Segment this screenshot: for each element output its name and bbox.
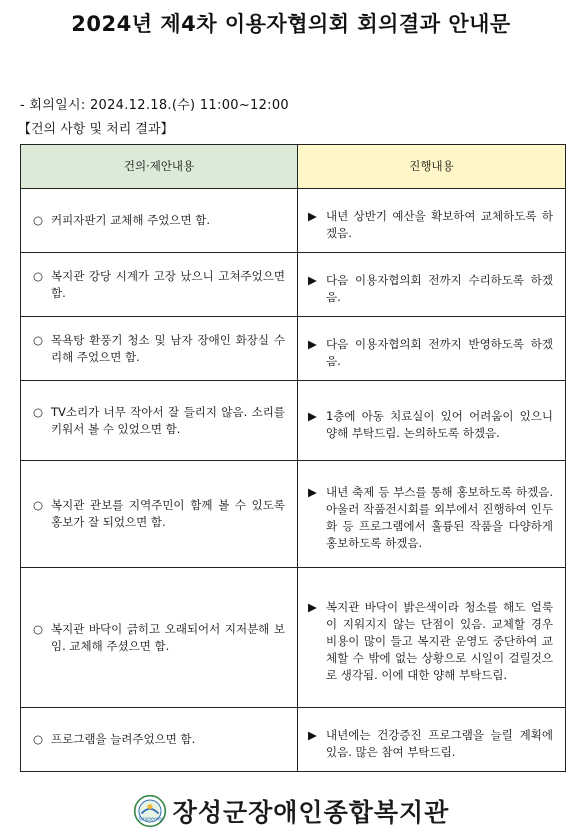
arrow-marker-icon: ▶ xyxy=(308,408,317,423)
progress-text: 복지관 바닥이 밝은색이라 청소를 해도 얼룩이 지워지지 않는 단점이 있음. 교체할 경우 비용이 많이 들고 복지관 운영도 중단하여 교체할 수 밖에 없는 상황으로 시일이 걸릴것으로 생각됨. 이에 대한 양해 부탁드림. xyxy=(326,600,553,682)
footer xyxy=(0,794,582,828)
proposal-cell xyxy=(21,317,298,381)
proposal-text: 프로그램을 늘려주었으면 함. xyxy=(51,732,196,746)
arrow-marker-icon: ▶ xyxy=(308,208,317,223)
arrow-marker-icon: ▶ xyxy=(308,272,317,287)
progress-text: 내년에는 건강증진 프로그램을 늘릴 계획에 있음. 많은 참여 부탁드림. xyxy=(326,727,553,759)
circle-marker-icon: ○ xyxy=(33,268,44,283)
table-row xyxy=(21,253,566,317)
progress-cell xyxy=(298,381,566,461)
progress-text: 다음 이용자협의회 전까지 반영하도록 하겠음. xyxy=(326,336,553,368)
proposal-cell xyxy=(21,253,298,317)
progress-cell xyxy=(298,568,566,708)
proposal-cell xyxy=(21,189,298,253)
progress-cell xyxy=(298,461,566,568)
proposal-text: 목욕탕 환풍기 청소 및 남자 장애인 화장실 수리해 주었으면 함. xyxy=(51,332,285,364)
table-row xyxy=(21,317,566,381)
progress-text: 1층에 아동 치료실이 있어 어려움이 있으니 양해 부탁드림. 논의하도록 하겠음. xyxy=(326,408,553,440)
arrow-marker-icon: ▶ xyxy=(308,336,317,351)
svg-text:Jangseong: Jangseong xyxy=(137,816,163,823)
header-proposal: 건의·제안내용 xyxy=(21,145,298,189)
proposal-text: 커피자판기 교체해 주었으면 함. xyxy=(51,213,211,227)
results-table xyxy=(20,144,566,772)
proposal-cell xyxy=(21,461,298,568)
circle-marker-icon: ○ xyxy=(33,498,44,512)
proposal-text: 복지관 강당 시계가 고장 났으니 고쳐주었으면 함. xyxy=(51,268,285,300)
circle-marker-icon: ○ xyxy=(33,332,44,347)
proposal-cell xyxy=(21,381,298,461)
header-progress: 진행내용 xyxy=(298,145,566,189)
circle-marker-icon: ○ xyxy=(33,732,44,746)
organization-name: 장성군장애인종합복지관 xyxy=(172,798,450,827)
table-row xyxy=(21,568,566,708)
proposal-cell xyxy=(21,708,298,772)
progress-text: 내년 축제 등 부스를 통해 홍보하도록 하겠음. 아울러 작품전시회를 외부에서 진행하여 인두화 등 프로그램에서 훌륭된 작품을 다양하게 홍보하도록 하겠음. xyxy=(326,485,553,550)
meeting-date: - 회의일시: 2024.12.18.(수) 11:00~12:00 xyxy=(20,98,289,113)
proposal-cell xyxy=(21,568,298,708)
circle-marker-icon: ○ xyxy=(33,621,44,636)
progress-cell xyxy=(298,708,566,772)
progress-cell xyxy=(298,317,566,381)
table-header-row xyxy=(21,145,566,189)
circle-marker-icon: ○ xyxy=(33,213,44,227)
proposal-text: TV소리가 너무 작아서 잘 들리지 않음. 소리를 키워서 볼 수 있었으면 함. xyxy=(51,404,285,436)
table-row xyxy=(21,189,566,253)
table-row xyxy=(21,461,566,568)
arrow-marker-icon: ▶ xyxy=(308,485,317,499)
arrow-marker-icon: ▶ xyxy=(308,727,317,742)
progress-cell xyxy=(298,189,566,253)
document-title: 2024년 제4차 이용자협의회 회의결과 안내문 xyxy=(71,12,511,36)
arrow-marker-icon: ▶ xyxy=(308,600,317,614)
welfare-center-logo-icon xyxy=(133,794,167,828)
proposal-text: 복지관 관보를 지역주민이 함께 볼 수 있도록 홍보가 잘 되었으면 함. xyxy=(51,498,285,529)
circle-marker-icon: ○ xyxy=(33,404,44,419)
progress-text: 내년 상반기 예산을 확보하여 교체하도록 하겠음. xyxy=(326,208,553,240)
progress-cell xyxy=(298,253,566,317)
progress-text: 다음 이용자협의회 전까지 수리하도록 하겠음. xyxy=(326,272,553,304)
table-row xyxy=(21,381,566,461)
section-heading: 【건의 사항 및 처리 결과】 xyxy=(18,122,174,137)
table-row xyxy=(21,708,566,772)
proposal-text: 복지관 바닥이 긁히고 오래되어서 지저분해 보임. 교체해 주셨으면 함. xyxy=(51,621,285,653)
